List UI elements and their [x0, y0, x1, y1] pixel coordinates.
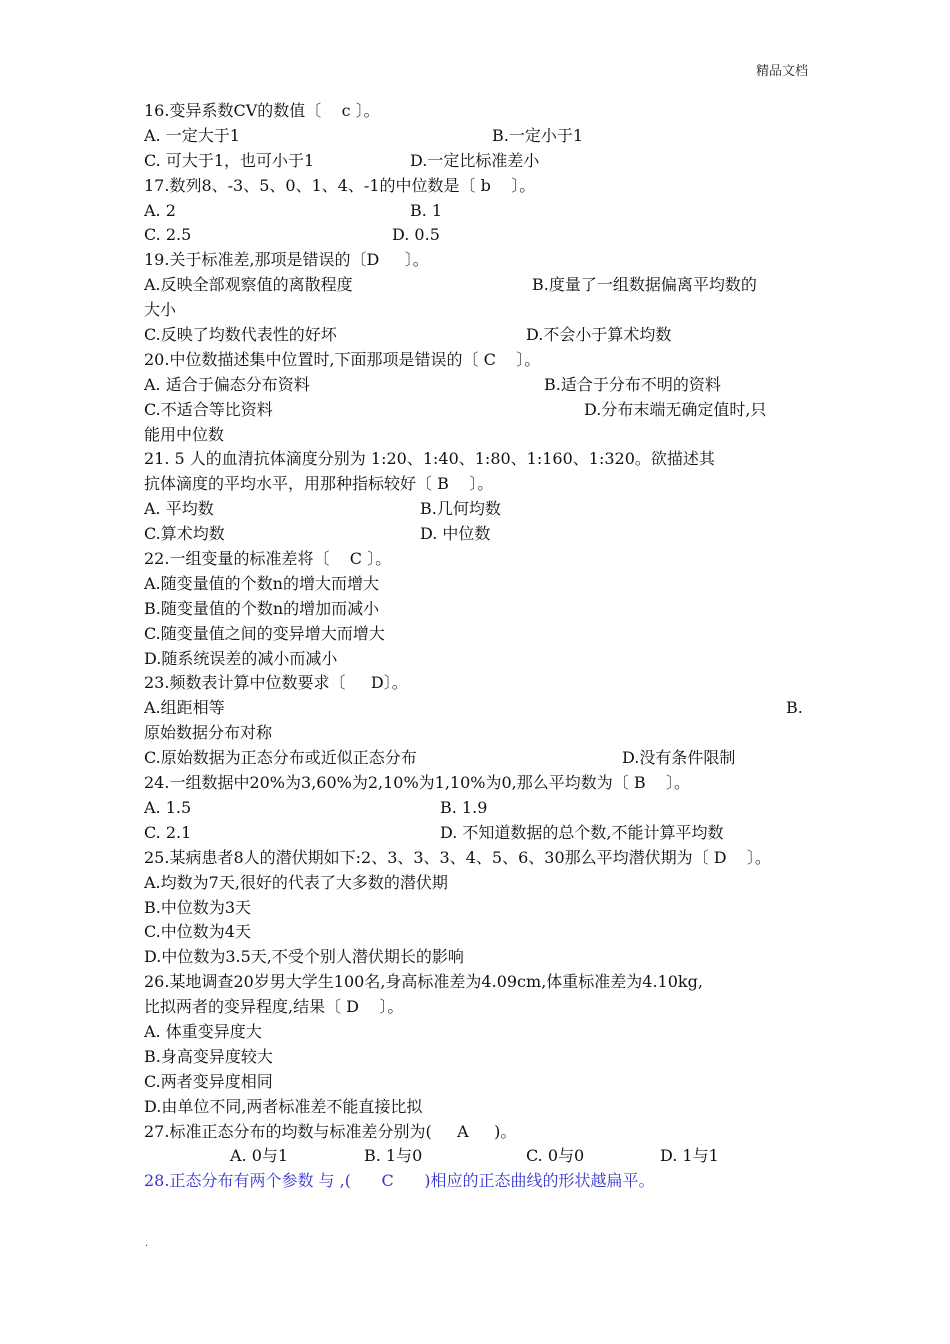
page-header-label: 精品文档	[755, 64, 808, 79]
line-text: A. 2	[144, 200, 176, 220]
line-text: D.随系统误差的减小而减小	[144, 648, 338, 668]
text-line	[144, 1120, 812, 1145]
text-line	[144, 945, 812, 970]
option-text: B.	[786, 698, 803, 718]
option-text: D.没有条件限制	[622, 748, 736, 768]
text-line	[144, 497, 812, 522]
text-line	[144, 846, 812, 871]
line-text: A. 体重变异度大	[144, 1021, 262, 1041]
text-line	[144, 1169, 812, 1194]
line-text: C.不适合等比资料	[144, 399, 273, 419]
line-text: C.中位数为4天	[144, 922, 251, 942]
line-text: D.由单位不同,两者标准差不能直接比拟	[144, 1096, 423, 1116]
line-text: 19.关于标准差,那项是错误的〔D 〕。	[144, 250, 429, 270]
line-text: C. 2.1	[144, 822, 192, 842]
line-text: A. 1.5	[144, 797, 192, 817]
line-text: 16.变异系数CV的数值〔 c 〕。	[144, 101, 380, 120]
option-text: C. 0与0	[526, 1146, 585, 1166]
line-text: 27.标准正态分布的均数与标准差分别为( A )。	[144, 1121, 517, 1141]
text-line	[144, 1144, 812, 1169]
option-text: D.分布末端无确定值时,只	[584, 399, 767, 419]
line-text: 大小	[144, 300, 177, 320]
text-line	[144, 746, 812, 771]
text-line	[144, 572, 812, 597]
line-text: C.算术均数	[144, 524, 225, 544]
option-text: D. 不知道数据的总个数,不能计算平均数	[440, 822, 724, 842]
option-text: B. 1	[410, 200, 443, 220]
text-line	[144, 547, 812, 572]
text-line	[144, 522, 812, 547]
option-text: D. 0.5	[392, 225, 440, 245]
text-line	[144, 248, 812, 273]
text-line	[144, 1020, 812, 1045]
line-text: 24.一组数据中20%为3,60%为2,10%为1,10%为0,那么平均数为〔 B 〕。	[144, 773, 690, 793]
text-line	[144, 174, 812, 199]
line-text: 比拟两者的变异程度,结果〔 D 〕。	[144, 997, 404, 1017]
line-text: A. 平均数	[144, 499, 214, 519]
line-text: C.两者变异度相同	[144, 1071, 273, 1091]
line-text: A.随变量值的个数n的增大而增大	[144, 573, 379, 593]
text-line	[144, 373, 812, 398]
text-line	[144, 273, 812, 298]
option-text: B. 1与0	[364, 1146, 423, 1166]
line-text: C.随变量值之间的变异增大而增大	[144, 623, 385, 643]
line-text: 抗体滴度的平均水平，用那种指标较好〔 B 〕。	[144, 474, 494, 494]
text-line	[144, 1070, 812, 1095]
option-text: B.适合于分布不明的资料	[544, 374, 721, 394]
line-text: A.反映全部观察值的离散程度	[144, 275, 353, 295]
line-text: 20.中位数描述集中位置时,下面那项是错误的〔 C 〕。	[144, 349, 541, 369]
line-text: B.中位数为3天	[144, 897, 252, 917]
line-text: 23.频数表计算中位数要求〔 D〕。	[144, 673, 408, 693]
line-text: 22.一组变量的标准差将〔 C 〕。	[144, 549, 392, 569]
text-line	[144, 721, 812, 746]
line-text: C.反映了均数代表性的好坏	[144, 325, 337, 345]
option-text: B.几何均数	[420, 499, 501, 519]
line-text: D.中位数为3.5天,不受个别人潜伏期长的影响	[144, 947, 464, 967]
text-line	[144, 124, 812, 149]
line-text: A.均数为7天,很好的代表了大多数的潜伏期	[144, 872, 448, 892]
text-line	[144, 223, 812, 248]
line-text: B.身高变异度较大	[144, 1046, 273, 1066]
line-text: C. 2.5	[144, 225, 192, 245]
footer-dot: .	[145, 1238, 149, 1249]
text-line	[144, 149, 812, 174]
text-line	[144, 771, 812, 796]
text-line	[144, 348, 812, 373]
line-text: 17.数列8、-3、5、0、1、4、-1的中位数是〔 b 〕。	[144, 175, 536, 195]
text-line	[144, 423, 812, 448]
text-line	[144, 1095, 812, 1120]
line-text: 21. 5 人的血清抗体滴度分别为 1:20、1:40、1:80、1:160、1:320。欲描述其	[144, 449, 715, 469]
text-line	[144, 622, 812, 647]
option-text: D. 中位数	[420, 524, 491, 544]
option-text: B.度量了一组数据偏离平均数的	[532, 275, 757, 295]
document-body	[144, 99, 812, 1194]
text-line	[144, 199, 812, 224]
line-text: 原始数据分布对称	[144, 723, 273, 743]
option-text: D.一定比标准差小	[410, 150, 540, 170]
option-text: D.不会小于算术均数	[526, 325, 672, 345]
line-text: 26.某地调查20岁男大学生100名,身高标准差为4.09cm,体重标准差为4.10kg,	[144, 972, 703, 992]
text-line	[144, 796, 812, 821]
text-line	[144, 821, 812, 846]
line-text: 能用中位数	[144, 424, 225, 444]
text-line	[144, 696, 812, 721]
text-line	[144, 896, 812, 921]
option-text: D. 1与1	[660, 1146, 719, 1166]
text-line	[144, 871, 812, 896]
option-text: B.一定小于1	[492, 125, 584, 145]
option-text: B. 1.9	[440, 797, 488, 817]
line-text: 25.某病患者8人的潜伏期如下:2、3、3、3、4、5、6、30那么平均潜伏期为〔 D 〕。	[144, 847, 771, 867]
line-text: A.组距相等	[144, 698, 225, 718]
text-line	[144, 398, 812, 423]
text-line	[144, 447, 812, 472]
line-text: C. 可大于1，也可小于1	[144, 150, 315, 170]
line-text: C.原始数据为正态分布或近似正态分布	[144, 748, 417, 768]
line-text: A. 一定大于1	[144, 125, 240, 145]
text-line	[144, 970, 812, 995]
text-line	[144, 99, 812, 124]
text-line	[144, 472, 812, 497]
text-line	[144, 323, 812, 348]
text-line	[144, 995, 812, 1020]
text-line	[144, 298, 812, 323]
text-line	[144, 671, 812, 696]
line-text: B.随变量值的个数n的增加而减小	[144, 598, 380, 618]
line-text: 28.正态分布有两个参数 与 ,( C )相应的正态曲线的形状越扁平。	[144, 1171, 655, 1191]
line-text: A. 0与1	[230, 1146, 289, 1166]
text-line	[144, 647, 812, 672]
line-text: A. 适合于偏态分布资料	[144, 374, 310, 394]
text-line	[144, 920, 812, 945]
text-line	[144, 597, 812, 622]
text-line	[144, 1045, 812, 1070]
